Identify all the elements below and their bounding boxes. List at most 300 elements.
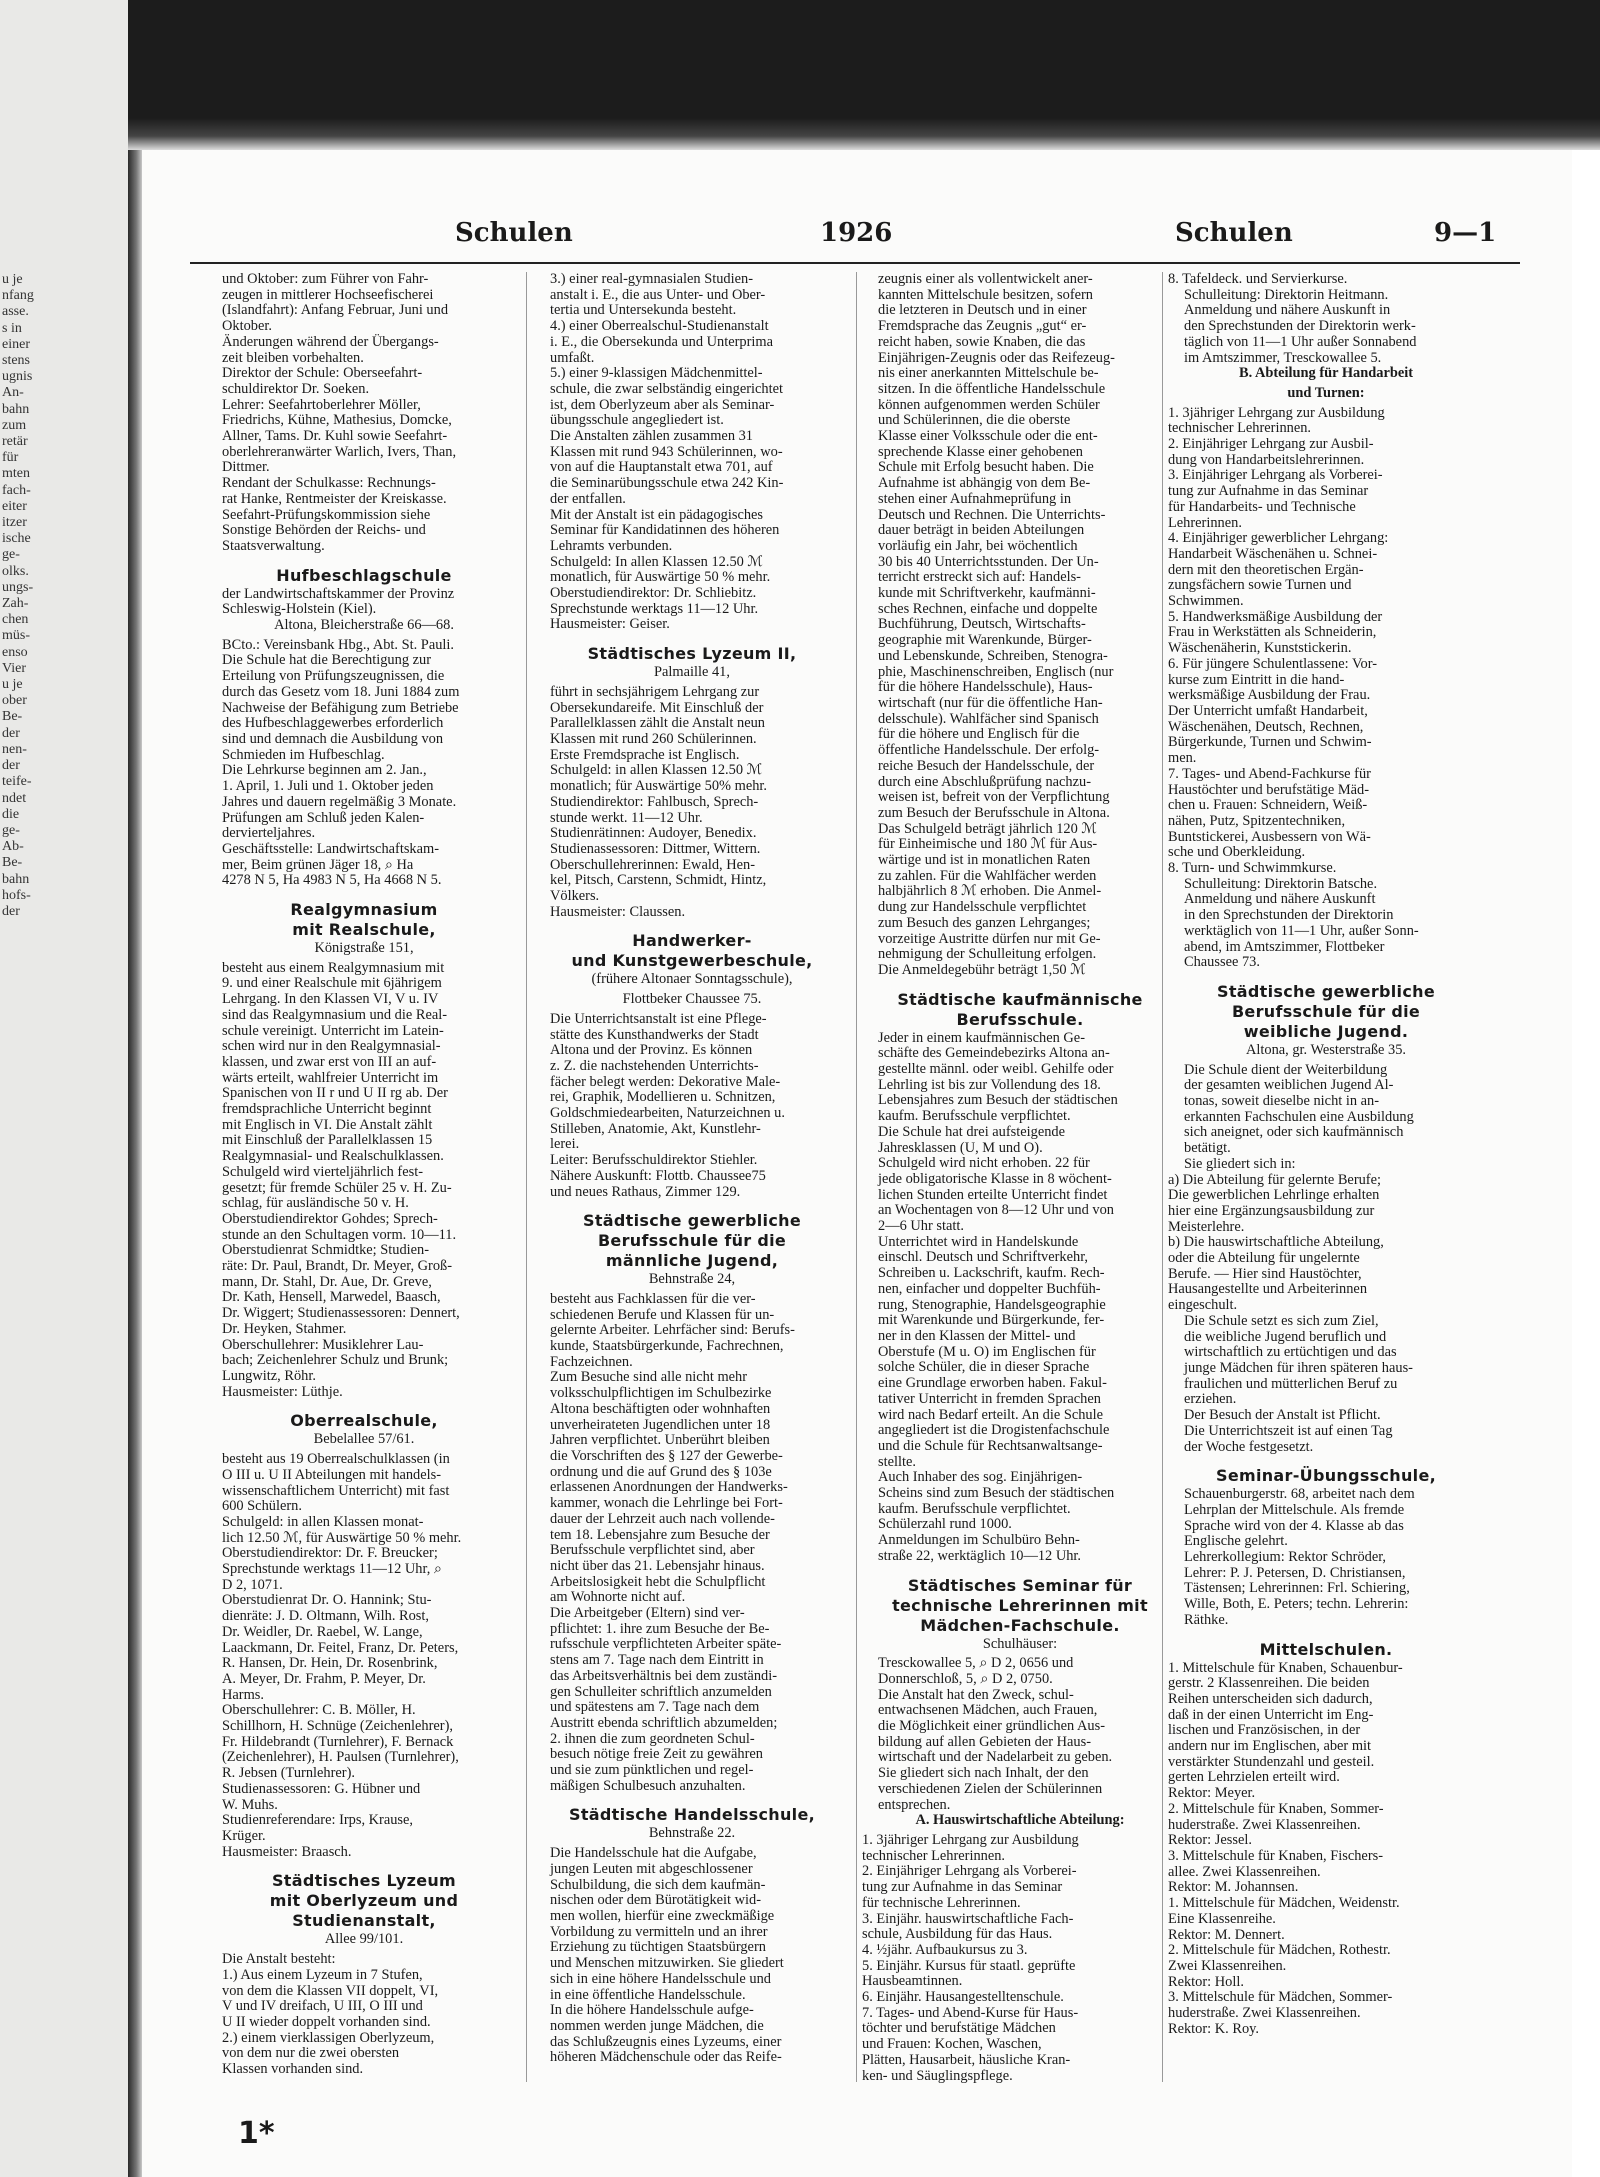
edge-fragment: der xyxy=(2,725,20,741)
text-line: fächer belegt werden: Dekorative Male- xyxy=(550,1073,781,1090)
section-heading: Städtisches Lyzeum xyxy=(271,1871,457,1891)
text-line: geographie mit Warenkunde, Bürger- xyxy=(878,632,1092,649)
text-line: verschiedenen Zielen der Schülerinnen xyxy=(878,1780,1103,1797)
text-line: nehmigung der Schulleitung erfolgen. xyxy=(878,946,1097,963)
text-line: Hausmeister: Braasch. xyxy=(222,1843,352,1860)
text-line: Rektor: M. Dennert. xyxy=(1168,1926,1285,1943)
text-line: dienräte: J. D. Oltmann, Wilh. Rost, xyxy=(222,1608,429,1625)
text-line: mit Warenkunde und Bürgerkunde, fer- xyxy=(878,1312,1105,1329)
edge-fragment: asse. xyxy=(2,304,29,320)
text-line: gerten Lehrzielen erteilt wird. xyxy=(1168,1769,1340,1786)
text-line: Studiendirektor: Fahlbusch, Sprech- xyxy=(550,793,759,810)
list-item xyxy=(1168,1943,1484,1990)
text-line: zu zahlen. Für die Wahlfächer werden xyxy=(878,867,1097,884)
text-line: 6. Einjähr. Hausangestelltenschule. xyxy=(862,1989,1064,2006)
text-line: kammer, wonach die Lehrlinge bei Fort- xyxy=(550,1495,783,1512)
text-line: kaufm. Berufsschule verpflichtet. xyxy=(878,1108,1071,1125)
paragraph xyxy=(534,586,850,617)
text-line: Die Unterrichtszeit ist auf einen Tag xyxy=(1184,1422,1393,1439)
text-line: Dr. Heyken, Stahmer. xyxy=(222,1320,347,1337)
text-line: Seefahrt-Prüfungskommission siehe xyxy=(222,506,431,523)
text-line: Jeder in einem kaufmännischen Ge- xyxy=(878,1029,1085,1046)
text-line: Oberstudiendirektor: Dr. Schliebitz. xyxy=(550,585,757,602)
text-line: Der Unterricht umfaßt Handarbeit, xyxy=(1168,702,1368,719)
text-line: Rendant der Schulkasse: Rechnungs- xyxy=(222,475,436,492)
paragraph xyxy=(534,1153,850,1200)
text-line: Englische gelehrt. xyxy=(1184,1533,1288,1550)
text-line: 1. 3jähriger Lehrgang zur Ausbildung xyxy=(1168,404,1385,421)
text-line: nommen werden junge Mädchen, die xyxy=(550,2017,764,2034)
paragraph xyxy=(206,1385,522,1401)
paragraph xyxy=(206,811,522,842)
text-line: Rektor: Jessel. xyxy=(1168,1832,1252,1849)
text-line: der Woche festgesetzt. xyxy=(1184,1438,1314,1455)
text-line: reiche Besuch der Handelsschule, der xyxy=(878,757,1095,774)
text-line: allee. Zwei Klassenreihen. xyxy=(1168,1863,1321,1880)
text-line: 3. Einjähriger Lehrgang als Vorberei- xyxy=(1168,467,1383,484)
text-line: monatlich; für Auswärtige 50% mehr. xyxy=(550,778,768,795)
paragraph xyxy=(534,1292,850,1371)
list-item xyxy=(862,1912,1178,1943)
text-line: Die Handelsschule hat die Aufgabe, xyxy=(550,1845,757,1862)
text-line: Seminar für Kandidatinnen des höheren xyxy=(550,522,780,539)
edge-fragment: müs- xyxy=(2,628,30,644)
edge-fragment: chen xyxy=(2,612,29,628)
edge-fragment: die xyxy=(2,806,20,822)
text-line: Sprache wird von der 4. Klasse ab das xyxy=(1184,1517,1404,1534)
paragraph xyxy=(534,319,850,366)
subsection-heading: und Turnen: xyxy=(1287,384,1365,401)
text-line: zungsfächern sowie Turnen und xyxy=(1168,577,1352,594)
text-line: Klassen mit rund 260 Schülerinnen. xyxy=(550,730,757,747)
text-line: sitzen. In die öffentliche Handelsschule xyxy=(878,380,1106,397)
column-1 xyxy=(206,272,522,2078)
section-heading: Städtische gewerbliche xyxy=(583,1211,801,1231)
text-line: Lebensjahres zum Besuch der städtischen xyxy=(878,1092,1118,1109)
text-line: räte: Dr. Paul, Brandt, Dr. Meyer, Groß- xyxy=(222,1258,453,1275)
text-line: sches Rechnen, einfache und doppelte xyxy=(878,600,1098,617)
address-line: Bebelallee 57/61. xyxy=(313,1431,415,1448)
text-line: Geschäftsstelle: Landwirtschaftskam- xyxy=(222,840,439,857)
text-line: andern nur im Englischen, aber mit xyxy=(1168,1738,1372,1755)
edge-fragment: u je xyxy=(2,677,23,693)
text-line: tativer Unterricht in fremden Sprachen xyxy=(878,1390,1101,1407)
paragraph xyxy=(534,429,850,508)
text-line: verstärkter Stundenzahl und gesteil. xyxy=(1168,1753,1375,1770)
text-line: lich 12.50 ℳ, für Auswärtige 50 % mehr. xyxy=(222,1529,462,1546)
text-line: erkannten Fachschulen eine Ausbildung xyxy=(1184,1108,1414,1125)
text-line: jungen Leuten mit abgeschlossener xyxy=(550,1860,753,1877)
text-line: bach; Zeichenlehrer Schulz und Brunk; xyxy=(222,1352,449,1369)
edge-fragment: ober xyxy=(2,693,27,709)
text-line: öffentliche Handelsschule. Der erfolg- xyxy=(878,742,1100,759)
text-line: vorzeitige Austritte dürfen nur mit Ge- xyxy=(878,930,1101,947)
text-line: Allner, Tams. Dr. Kuhl sowie Seefahrt- xyxy=(222,428,448,445)
text-line: 7. Tages- und Abend-Kurse für Haus- xyxy=(862,2004,1079,2021)
text-line: Donnerschloß, 5, ⌕ D 2, 0750. xyxy=(878,1670,1053,1687)
text-line: dern mit den theoretischen Ergän- xyxy=(1168,561,1364,578)
text-line: 8. Tafeldeck. und Servierkurse. xyxy=(1168,271,1348,287)
list-item xyxy=(1168,1235,1484,1314)
text-line: angegliedert ist die Drogistenfachschule xyxy=(878,1422,1110,1439)
paragraph xyxy=(1168,1157,1484,1173)
page-number: 9—1 xyxy=(1434,218,1497,248)
list-item xyxy=(1168,610,1484,657)
text-line: Oberstudiendirektor Gohdes; Sprech- xyxy=(222,1210,438,1227)
list-item xyxy=(1168,1173,1484,1236)
text-line: schlag, für ausländische 50 v. H. xyxy=(222,1195,409,1212)
text-line: Fremdsprache das Zeugnis „gut“ er- xyxy=(878,318,1087,335)
text-line: nischen oder dem Bürotätigkeit wid- xyxy=(550,1892,762,1909)
text-line: Oberschullehrer: Musiklehrer Lau- xyxy=(222,1336,424,1353)
text-line: Schulgeld: in allen Klassen monat- xyxy=(222,1513,424,1530)
text-line: Lehrerkollegium: Rektor Schröder, xyxy=(1184,1549,1387,1566)
text-line: Jahren verpflichtet. Unberührt bleiben xyxy=(550,1432,770,1449)
text-line: das Schlußzeugnis eines Lyzeums, einer xyxy=(550,2033,782,2050)
text-line: Die gewerblichen Lehrlinge erhalten xyxy=(1168,1187,1380,1204)
edge-fragment: eiter xyxy=(2,498,27,514)
text-line: Rektor: M. Johannsen. xyxy=(1168,1879,1299,1896)
text-line: höheren Mädchenschule oder das Reife- xyxy=(550,2049,782,2066)
address-line: Flottbeker Chaussee 75. xyxy=(622,991,762,1008)
text-line: rat Hanke, Rentmeister der Kreiskasse. xyxy=(222,490,447,507)
list-item xyxy=(1168,657,1484,767)
list-item xyxy=(862,2006,1178,2085)
text-line: Die Schule hat drei aufsteigende xyxy=(878,1123,1066,1140)
text-line: Schulleitung: Direktorin Batsche. xyxy=(1184,875,1378,892)
text-line: Lehrplan der Mittelschule. Als fremde xyxy=(1184,1501,1405,1518)
text-line: besuch nötige freie Zeit zu gewähren xyxy=(550,1746,763,1763)
paragraph xyxy=(206,1338,522,1385)
text-line: tung zur Aufnahme in das Seminar xyxy=(862,1879,1063,1896)
text-line: übungsschule angegliedert ist. xyxy=(550,412,724,429)
text-line: BCto.: Vereinsbank Hbg., Abt. St. Pauli. xyxy=(222,636,454,653)
paragraph xyxy=(206,653,522,763)
text-line: des Hufbeschlaggewerbes erforderlich xyxy=(222,715,444,732)
paragraph xyxy=(534,555,850,586)
text-line: die Seminarübungsschule etwa 242 Kin- xyxy=(550,475,784,492)
text-line: gen Schulleiter schriftlich anzumelden xyxy=(550,1683,772,1700)
text-line: tem 18. Lebensjahre zum Besuche der xyxy=(550,1526,770,1543)
text-line: entwachsenen Mädchen, auch Frauen, xyxy=(878,1702,1098,1719)
text-line: Hausmeister: Lüthje. xyxy=(222,1383,343,1400)
text-line: tertia und Untersekunda besteht. xyxy=(550,302,737,319)
book-gutter xyxy=(128,0,142,2177)
text-line: Die Lehrkurse beginnen am 2. Jan., xyxy=(222,762,427,779)
text-line: Sprechstunde werktags 11—12 Uhr. xyxy=(550,600,759,617)
text-line: Plätten, Hausarbeit, häusliche Kran- xyxy=(862,2051,1071,2068)
text-line: daß in der einen Unterricht im Eng- xyxy=(1168,1706,1374,1723)
text-line: Rektor: K. Roy. xyxy=(1168,2020,1260,2037)
text-line: D 2, 1071. xyxy=(222,1576,283,1593)
text-line: Meisterlehre. xyxy=(1168,1218,1245,1235)
text-line: kurse zum Eintritt in die hand- xyxy=(1168,671,1345,688)
text-line: schule, die zwar selbständig eingerichtet xyxy=(550,380,783,397)
text-line: in den Sprechstunden der Direktorin xyxy=(1184,907,1394,924)
section-heading: Oberrealschule, xyxy=(290,1411,438,1431)
paragraph xyxy=(862,1470,1178,1517)
text-line: phie, Maschinenschreiben, Englisch (nur xyxy=(878,663,1114,680)
text-line: Chaussee 73. xyxy=(1184,954,1260,971)
text-line: und spätestens am 7. Tage nach dem xyxy=(550,1699,760,1716)
text-line: und Lebenskunde, Schreiben, Stenogra- xyxy=(878,647,1108,664)
text-line: wirtschaftlich zu ertüchtigen und das xyxy=(1184,1344,1397,1361)
paragraph xyxy=(206,763,522,810)
section-heading: mit Realschule, xyxy=(292,920,436,940)
text-line: Vorbildung zu vermitteln und an ihrer xyxy=(550,1923,768,1940)
text-line: rei, Graphik, Modellieren u. Schnitzen, xyxy=(550,1089,776,1106)
list-item xyxy=(862,1990,1178,2006)
text-line: Obersekundareife. Mit Einschluß der xyxy=(550,699,764,716)
edge-fragment: Be- xyxy=(2,709,23,725)
paragraph xyxy=(862,1688,1178,1814)
text-line: besteht aus Fachklassen für die ver- xyxy=(550,1290,756,1307)
paragraph xyxy=(1168,288,1484,367)
paragraph xyxy=(206,1452,522,1515)
text-line: mit Einschluß der Parallelklassen 15 xyxy=(222,1132,433,1149)
text-line: i. E., die Obersekunda und Unterprima xyxy=(550,333,773,350)
edge-fragment: An- xyxy=(2,385,24,401)
text-line: zeit bleiben vorbehalten. xyxy=(222,349,364,366)
text-line: Aufnahme ist abhängig von dem Be- xyxy=(878,475,1091,492)
text-line: 3. Einjähr. hauswirtschaftliche Fach- xyxy=(862,1910,1074,1927)
text-line: Die Anstalten zählen zusammen 31 xyxy=(550,428,754,445)
paragraph xyxy=(206,2031,522,2078)
text-line: Die Anstalt besteht: xyxy=(222,1951,336,1968)
text-line: 2. Mittelschule für Mädchen, Rothestr. xyxy=(1168,1942,1391,1959)
paragraph xyxy=(206,1515,522,1546)
paragraph xyxy=(1168,1550,1484,1629)
text-line: Studienassessoren: G. Hübner und xyxy=(222,1780,421,1797)
text-line: unverheirateten Jugendlichen unter 18 xyxy=(550,1416,771,1433)
text-line: ist, dem Oberlyzeum aber als Seminar- xyxy=(550,396,775,413)
text-line: fraulichen und mütterlichen Beruf zu xyxy=(1184,1375,1398,1392)
edge-fragment: fach- xyxy=(2,482,31,498)
edge-fragment: u je xyxy=(2,272,23,287)
text-line: Dr. Wiggert; Studienassessoren: Dennert, xyxy=(222,1305,460,1322)
column-3 xyxy=(862,272,1178,2084)
text-line: und Menschen mitzuwirken. Sie gliedert xyxy=(550,1955,784,1972)
edge-fragment: der xyxy=(2,903,20,919)
text-line: zum Besuch der Berufsschule in Altona. xyxy=(878,804,1110,821)
edge-fragment: nfang xyxy=(2,288,34,304)
section-heading: Realgymnasium xyxy=(290,900,438,920)
text-line: 3. Mittelschule für Mädchen, Sommer- xyxy=(1168,1989,1393,2006)
text-line: Leiter: Berufsschuldirektor Stiehler. xyxy=(550,1152,758,1169)
text-line: W. Muhs. xyxy=(222,1796,278,1813)
text-line: Reihen unterscheiden sich dadurch, xyxy=(1168,1690,1373,1707)
text-line: 2. Einjähriger Lehrgang als Vorberei- xyxy=(862,1863,1077,1880)
text-line: am Wohnorte nicht auf. xyxy=(550,1589,686,1606)
text-line: technischer Lehrerinnen. xyxy=(862,1847,1006,1864)
text-line: sprechende Klasse einer gehobenen xyxy=(878,443,1083,460)
edge-fragment: enso xyxy=(2,644,28,660)
text-line: Studienreferendare: Irps, Krause, xyxy=(222,1812,413,1829)
text-line: Das Schulgeld beträgt jährlich 120 ℳ xyxy=(878,820,1097,837)
section-heading: Städtische Handelsschule, xyxy=(569,1805,815,1825)
paragraph xyxy=(862,1533,1178,1564)
paragraph xyxy=(534,1606,850,1794)
text-line: täglich von 11—1 Uhr außer Sonnabend xyxy=(1184,333,1417,350)
text-line: Die Anmeldegebühr beträgt 1,50 ℳ xyxy=(878,961,1086,978)
text-line: wirtschaft (nur für die öffentliche Han- xyxy=(878,694,1103,711)
text-line: Auch Inhaber des sog. Einjährigen- xyxy=(878,1469,1083,1486)
paragraph xyxy=(206,587,522,618)
text-line: Goldschmiedearbeiten, Naturzeichnen u. xyxy=(550,1105,785,1122)
text-line: Hausmeister: Claussen. xyxy=(550,903,686,920)
edge-fragment: retär xyxy=(2,434,28,450)
section-heading: Mädchen-Fachschule. xyxy=(920,1615,1120,1635)
paragraph xyxy=(534,508,850,555)
text-line: Harms. xyxy=(222,1686,264,1703)
text-line: für die höhere und Englisch für die xyxy=(878,726,1080,743)
section-heading: Berufsschule. xyxy=(956,1009,1084,1029)
text-line: durch das Gesetz vom 18. Juni 1884 zum xyxy=(222,683,460,700)
section-heading: Hufbeschlagschule xyxy=(276,565,452,585)
text-line: lischen und Französischen, in der xyxy=(1168,1722,1361,1739)
text-line: Wäschenähen, Deutsch, Rechnen, xyxy=(1168,718,1364,735)
text-line: an Wochentagen von 8—12 Uhr und von xyxy=(878,1202,1114,1219)
text-line: 5.) einer 9-klassigen Mädchenmittel- xyxy=(550,365,763,382)
text-line: töchter und berufstätige Mädchen xyxy=(862,2020,1056,2037)
signature-mark: 1* xyxy=(238,2116,275,2151)
text-line: (Islandfahrt): Anfang Februar, Juni und xyxy=(222,302,449,319)
text-line: Stilleben, Anatomie, Akt, Kunstlehr- xyxy=(550,1120,761,1137)
text-line: Lehrer: Seefahrtoberlehrer Möller, xyxy=(222,396,421,413)
paragraph xyxy=(206,1782,522,1813)
paragraph xyxy=(862,1156,1178,1235)
list-item xyxy=(1168,531,1484,610)
paragraph xyxy=(1168,1487,1484,1550)
list-item xyxy=(1168,1802,1484,1849)
text-line: Studienrätinnen: Audoyer, Benedix. xyxy=(550,825,757,842)
text-line: Austritt ebenda schriftlich abzumelden; xyxy=(550,1714,778,1731)
text-line: 8. Turn- und Schwimmkurse. xyxy=(1168,860,1337,877)
edge-fragment: bahn xyxy=(2,401,30,417)
text-line: nen, einfacher und doppelter Buchfüh- xyxy=(878,1280,1101,1297)
text-line: Eine Klassenreihe. xyxy=(1168,1910,1276,1927)
text-line: Bürgerkunde, Turnen und Schwim- xyxy=(1168,734,1372,751)
text-line: Deutsch und Rechnen. Die Unterrichts- xyxy=(878,506,1106,523)
edge-fragment: nen- xyxy=(2,741,27,757)
text-line: und die Schule für Rechtsanwaltsange- xyxy=(878,1437,1103,1454)
text-line: fremdsprachliche Unterricht beginnt xyxy=(222,1101,432,1118)
text-line: Schulgeld wird nicht erhoben. 22 für xyxy=(878,1155,1090,1172)
text-line: kunde, Staatsbürgerkunde, Fachrechnen, xyxy=(550,1338,784,1355)
text-line: zeugnis einer als vollentwickelt aner- xyxy=(878,271,1093,287)
text-line: für Einheimische und 180 ℳ für Aus- xyxy=(878,836,1098,853)
text-line: Zwei Klassenreihen. xyxy=(1168,1957,1287,1974)
edge-fragment: Zah- xyxy=(2,596,29,612)
text-line: kunde mit Schriftverkehr, kaufmänni- xyxy=(878,585,1096,602)
edge-fragment: ungs- xyxy=(2,579,34,595)
text-line: umfaßt. xyxy=(550,349,595,366)
text-line: erlassenen Anordnungen der Handwerks- xyxy=(550,1479,788,1496)
text-line: stunde werkt. 11—12 Uhr. xyxy=(550,809,703,826)
text-line: dung von Handarbeitslehrerinnen. xyxy=(1168,451,1365,468)
text-line: Dr. Kath, Hensell, Marwedel, Baasch, xyxy=(222,1289,441,1306)
text-line: ken- und Säuglingspflege. xyxy=(862,2067,1013,2084)
text-line: kaufm. Berufsschule verpflichtet. xyxy=(878,1500,1071,1517)
text-line: Rektor: Holl. xyxy=(1168,1973,1244,1990)
paragraph xyxy=(206,272,522,335)
running-head-right: Schulen xyxy=(1175,218,1293,248)
text-line: Schulgeld: in allen Klassen 12.50 ℳ xyxy=(550,762,763,779)
section-heading: Städtische kaufmännische xyxy=(897,989,1143,1009)
text-line: besteht aus 19 Oberrealschulklassen (in xyxy=(222,1451,450,1468)
text-line: Prüfungen am Schluß jeden Kalen- xyxy=(222,809,425,826)
text-line: schuldirektor Dr. Soeken. xyxy=(222,380,370,397)
paragraph xyxy=(206,508,522,555)
text-line: Nähere Auskunft: Flottb. Chaussee75 xyxy=(550,1167,766,1184)
edge-fragment: Ab- xyxy=(2,839,24,855)
text-line: Direktor der Schule: Oberseefahrt- xyxy=(222,365,423,382)
text-line: Dittmer. xyxy=(222,459,270,476)
paragraph xyxy=(862,1125,1178,1156)
list-item xyxy=(1168,437,1484,468)
list-item xyxy=(1168,1849,1484,1896)
text-line: Oberstudienrat Dr. O. Hannink; Stu- xyxy=(222,1592,432,1609)
list-item xyxy=(1168,468,1484,531)
text-line: Hausbeamtinnen. xyxy=(862,1973,963,1990)
text-line: vorläufig ein Jahr, bei wöchentlich xyxy=(878,537,1078,554)
text-line: kel, Pitsch, Carstenn, Schmidt, Hintz, xyxy=(550,872,767,889)
text-line: und Schülerinnen, die die oberste xyxy=(878,412,1071,429)
text-line: 4.) einer Oberrealschul-Studienanstalt xyxy=(550,318,769,335)
text-line: von auf die Hauptanstalt etwa 701, auf xyxy=(550,459,773,476)
text-line: sich aneignet, oder sich kaufmännisch xyxy=(1184,1124,1404,1141)
section-heading: Städtisches Seminar für xyxy=(907,1575,1133,1595)
text-line: 5. Einjähr. Kursus für staatl. geprüfte xyxy=(862,1957,1076,1974)
list-item xyxy=(862,1833,1178,1864)
text-line: gesetzt; für fremde Schüler 25 v. H. Zu- xyxy=(222,1179,452,1196)
column-2 xyxy=(534,272,850,2066)
text-line: Lehramts verbunden. xyxy=(550,537,673,554)
text-line: schule, Ausbildung für das Haus. xyxy=(862,1926,1053,1943)
text-line: Staatsverwaltung. xyxy=(222,537,325,554)
text-line: lerei. xyxy=(550,1136,580,1153)
address-line: Palmaille 41, xyxy=(654,664,730,681)
column-4 xyxy=(1168,272,1484,2037)
text-line: und sie zum pünktlichen und regel- xyxy=(550,1762,754,1779)
text-line: Anmeldung und nähere Auskunft xyxy=(1184,891,1376,908)
text-line: 3. Mittelschule für Knaben, Fischers- xyxy=(1168,1847,1384,1864)
section-heading: und Kunstgewerbeschule, xyxy=(571,951,813,971)
paragraph xyxy=(862,1235,1178,1471)
text-line: hier eine Ergänzungsausbildung zur xyxy=(1168,1202,1375,1219)
paragraph xyxy=(534,826,850,905)
paragraph xyxy=(206,842,522,889)
text-line: Lehrling ist bis zur Vollendung des 18. xyxy=(878,1076,1101,1093)
text-line: der Landwirtschaftskammer der Provinz xyxy=(222,585,455,602)
edge-fragment: hofs- xyxy=(2,887,31,903)
text-line: 1.) Aus einem Lyzeum in 7 Stufen, xyxy=(222,1966,423,1983)
text-line: Die Anstalt hat den Zweck, schul- xyxy=(878,1686,1074,1703)
text-line: gestellte männl. oder weibl. Gehilfe oder xyxy=(878,1061,1114,1078)
text-line: stätte des Kunsthandwerks der Stadt xyxy=(550,1026,759,1043)
section-heading: Städtische gewerbliche xyxy=(1217,981,1435,1001)
subsection-heading: B. Abteilung für Handarbeit xyxy=(1238,365,1414,382)
text-line: straße 22, werktäglich 10—12 Uhr. xyxy=(878,1547,1082,1564)
text-line: Klasse einer Volksschule oder die ent- xyxy=(878,428,1098,445)
text-line: Schulgeld wird vierteljährlich fest- xyxy=(222,1163,424,1180)
paragraph xyxy=(534,272,850,319)
text-line: O III u. U II Abteilungen mit handels- xyxy=(222,1466,442,1483)
text-line: besteht aus einem Realgymnasium mit xyxy=(222,959,445,976)
text-line: V und IV dreifach, U III, O III und xyxy=(222,1998,423,2015)
text-line: Sie gliedert sich nach Inhalt, der den xyxy=(878,1765,1089,1782)
paragraph xyxy=(534,366,850,429)
